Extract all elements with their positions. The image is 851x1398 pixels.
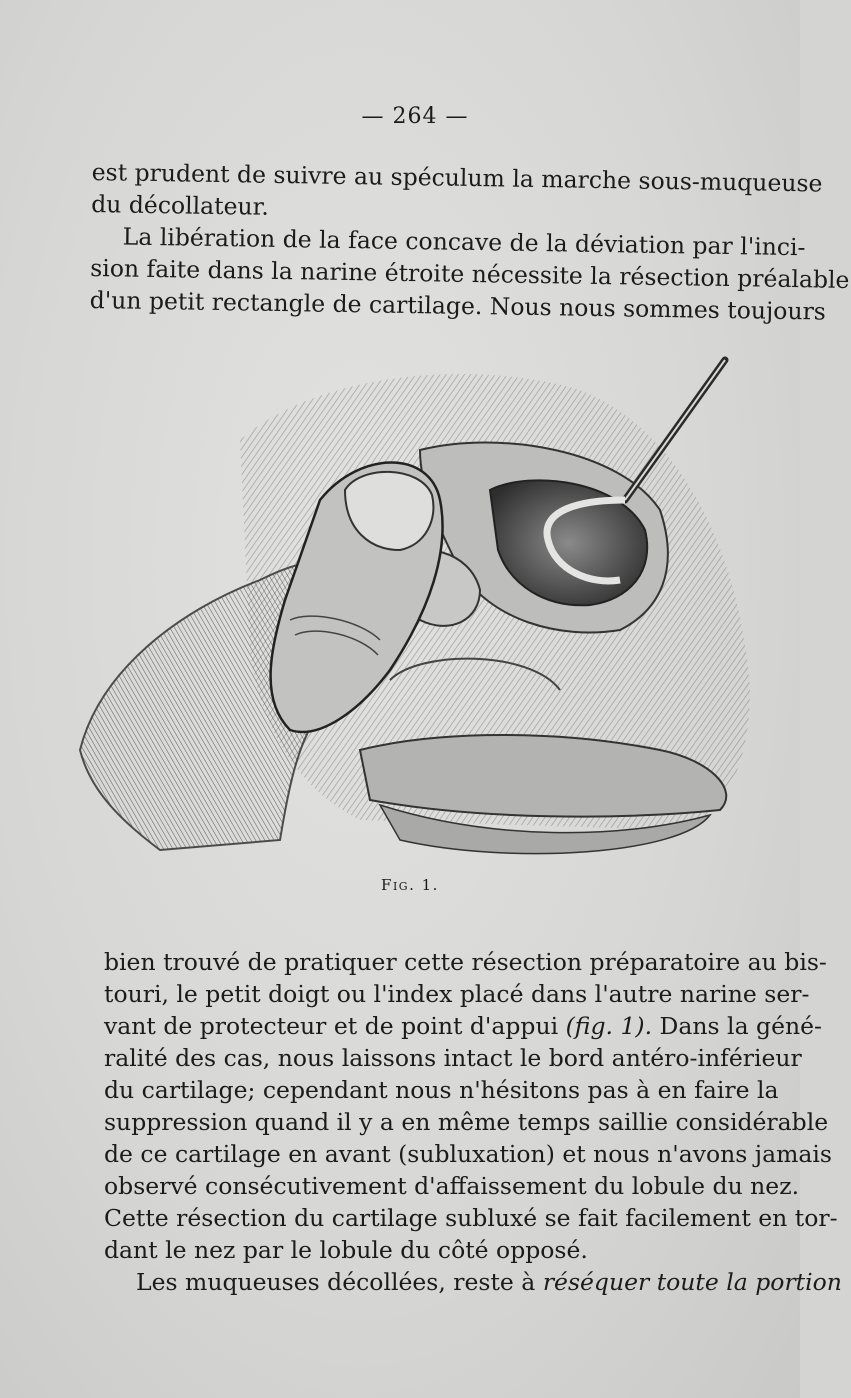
text-line: touri, le petit doigt ou l'index placé dans l'autre narine ser- (104, 980, 810, 1008)
text-line: du cartilage; cependant nous n'hésitons pas à en faire la (104, 1076, 779, 1104)
top-text-block (89, 156, 850, 326)
text-line: Cette résection du cartilage subluxé se fait facilement en tor- (104, 1204, 838, 1232)
text-line: dant le nez par le lobule du côté opposé. (104, 1236, 588, 1264)
italic-text: réséquer toute la portion (542, 1268, 842, 1296)
figure-reference: (fig. 1). (565, 1012, 653, 1040)
bottom-text-block (104, 946, 842, 1298)
text-line: sion faite dans la narine étroite nécessite la résection préalable (90, 253, 850, 294)
figure-caption: Fig. 1. (381, 876, 439, 894)
page-number: — 264 — (361, 104, 469, 129)
text-line: d'un petit rectangle de cartilage. Nous nous sommes toujours (89, 285, 827, 326)
text-line: du décollateur. (91, 189, 270, 221)
text-fragment: vant de protecteur et de point d'appui (104, 1012, 559, 1040)
text-line: de ce cartilage en avant (subluxation) et nous n'avons jamais (104, 1140, 832, 1168)
text-line: La libération de la face concave de la déviation par l'inci- (122, 222, 806, 262)
text-line: observé consécutivement d'affaissement du lobule du nez. (104, 1172, 800, 1200)
text-fragment: Les muqueuses décollées, reste à (136, 1268, 536, 1296)
text-line: est prudent de suivre au spéculum la marche sous-muqueuse (91, 157, 823, 198)
text-line: suppression quand il y a en même temps saillie considérable (104, 1108, 829, 1136)
text-line: ralité des cas, nous laissons intact le bord antéro-inférieur (104, 1044, 802, 1072)
text-fragment: Dans la géné- (659, 1012, 822, 1040)
text-line: bien trouvé de pratiquer cette résection préparatoire au bis- (104, 948, 827, 976)
text-line (104, 1010, 822, 1042)
text-line (104, 1266, 842, 1298)
figure-nose-illustration (60, 350, 760, 870)
